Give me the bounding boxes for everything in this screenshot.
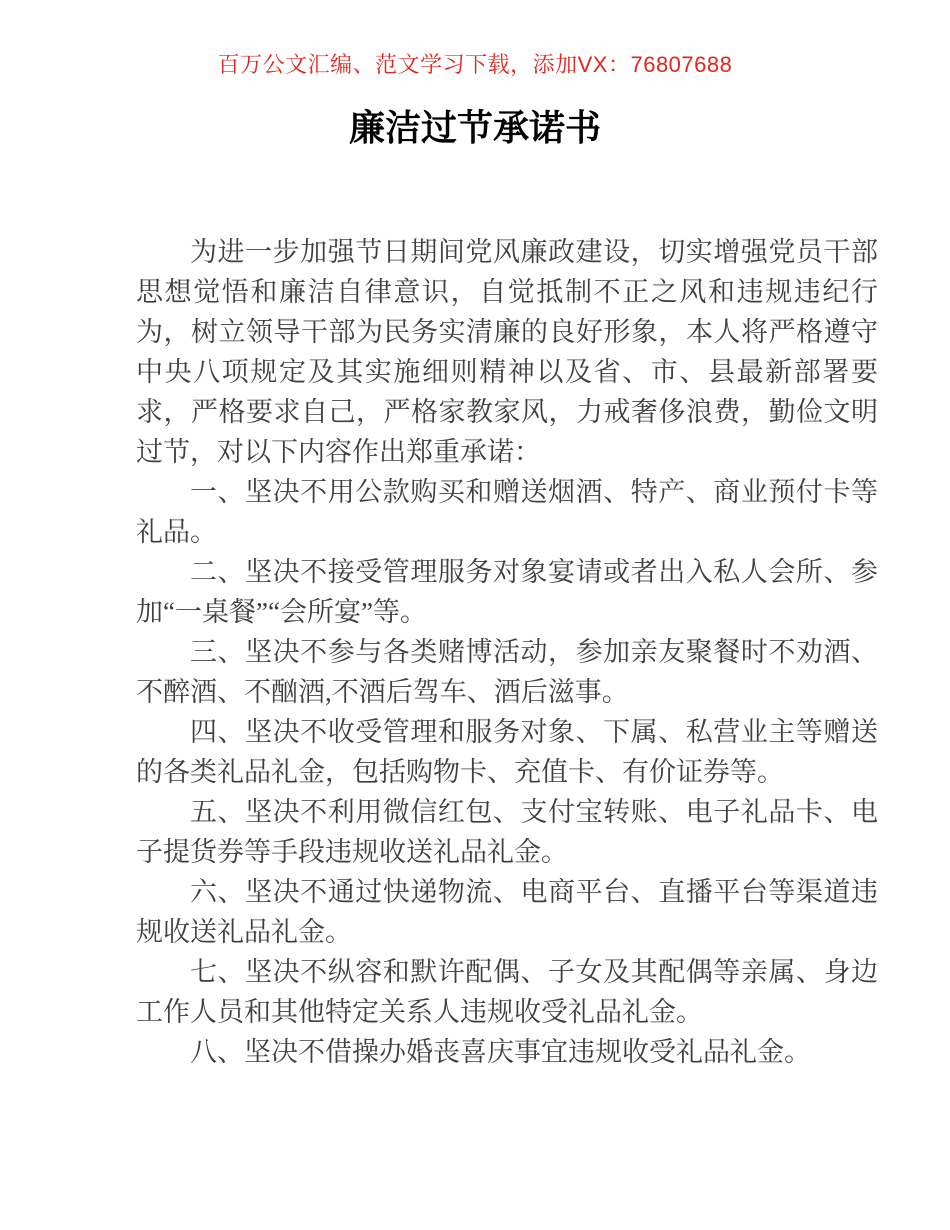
document-body <box>136 232 878 1072</box>
paragraph: 六、坚决不通过快递物流、电商平台、直播平台等渠道违规收送礼品礼金。 <box>136 877 878 947</box>
document-title: 廉洁过节承诺书 <box>348 108 601 148</box>
paragraph: 七、坚决不纵容和默许配偶、子女及其配偶等亲属、身边工作人员和其他特定关系人违规收受礼品礼金。 <box>136 957 878 1027</box>
paragraph: 三、坚决不参与各类赌博活动，参加亲友聚餐时不劝酒、不醉酒、不酗酒,不酒后驾车、酒后滋事。 <box>136 637 878 707</box>
paragraph: 一、坚决不用公款购买和赠送烟酒、特产、商业预付卡等礼品。 <box>136 477 878 547</box>
promo-banner: 百万公文汇编、范文学习下载，添加VX：76807688 <box>217 52 733 77</box>
paragraph: 四、坚决不收受管理和服务对象、下属、私营业主等赠送的各类礼品礼金，包括购物卡、充值卡、有价证券等。 <box>136 717 878 787</box>
paragraph: 八、坚决不借操办婚丧喜庆事宜违规收受礼品礼金。 <box>190 1037 811 1067</box>
paragraph: 为进一步加强节日期间党风廉政建设，切实增强党员干部思想觉悟和廉洁自律意识，自觉抵制不正之风和违规违纪行为，树立领导干部为民务实清廉的良好形象，本人将严格遵守中央八项规定及其实施细则精神以及省、市、县最新部署要求，严格要求自己，严格家教家风，力戒奢侈浪费，勤俭文明过节，对以下内容作出郑重承诺： <box>136 237 878 467</box>
paragraph: 二、坚决不接受管理服务对象宴请或者出入私人会所、参加“一桌餐”“会所宴”等。 <box>136 557 878 627</box>
paragraph: 五、坚决不利用微信红包、支付宝转账、电子礼品卡、电子提货券等手段违规收送礼品礼金。 <box>136 797 878 867</box>
